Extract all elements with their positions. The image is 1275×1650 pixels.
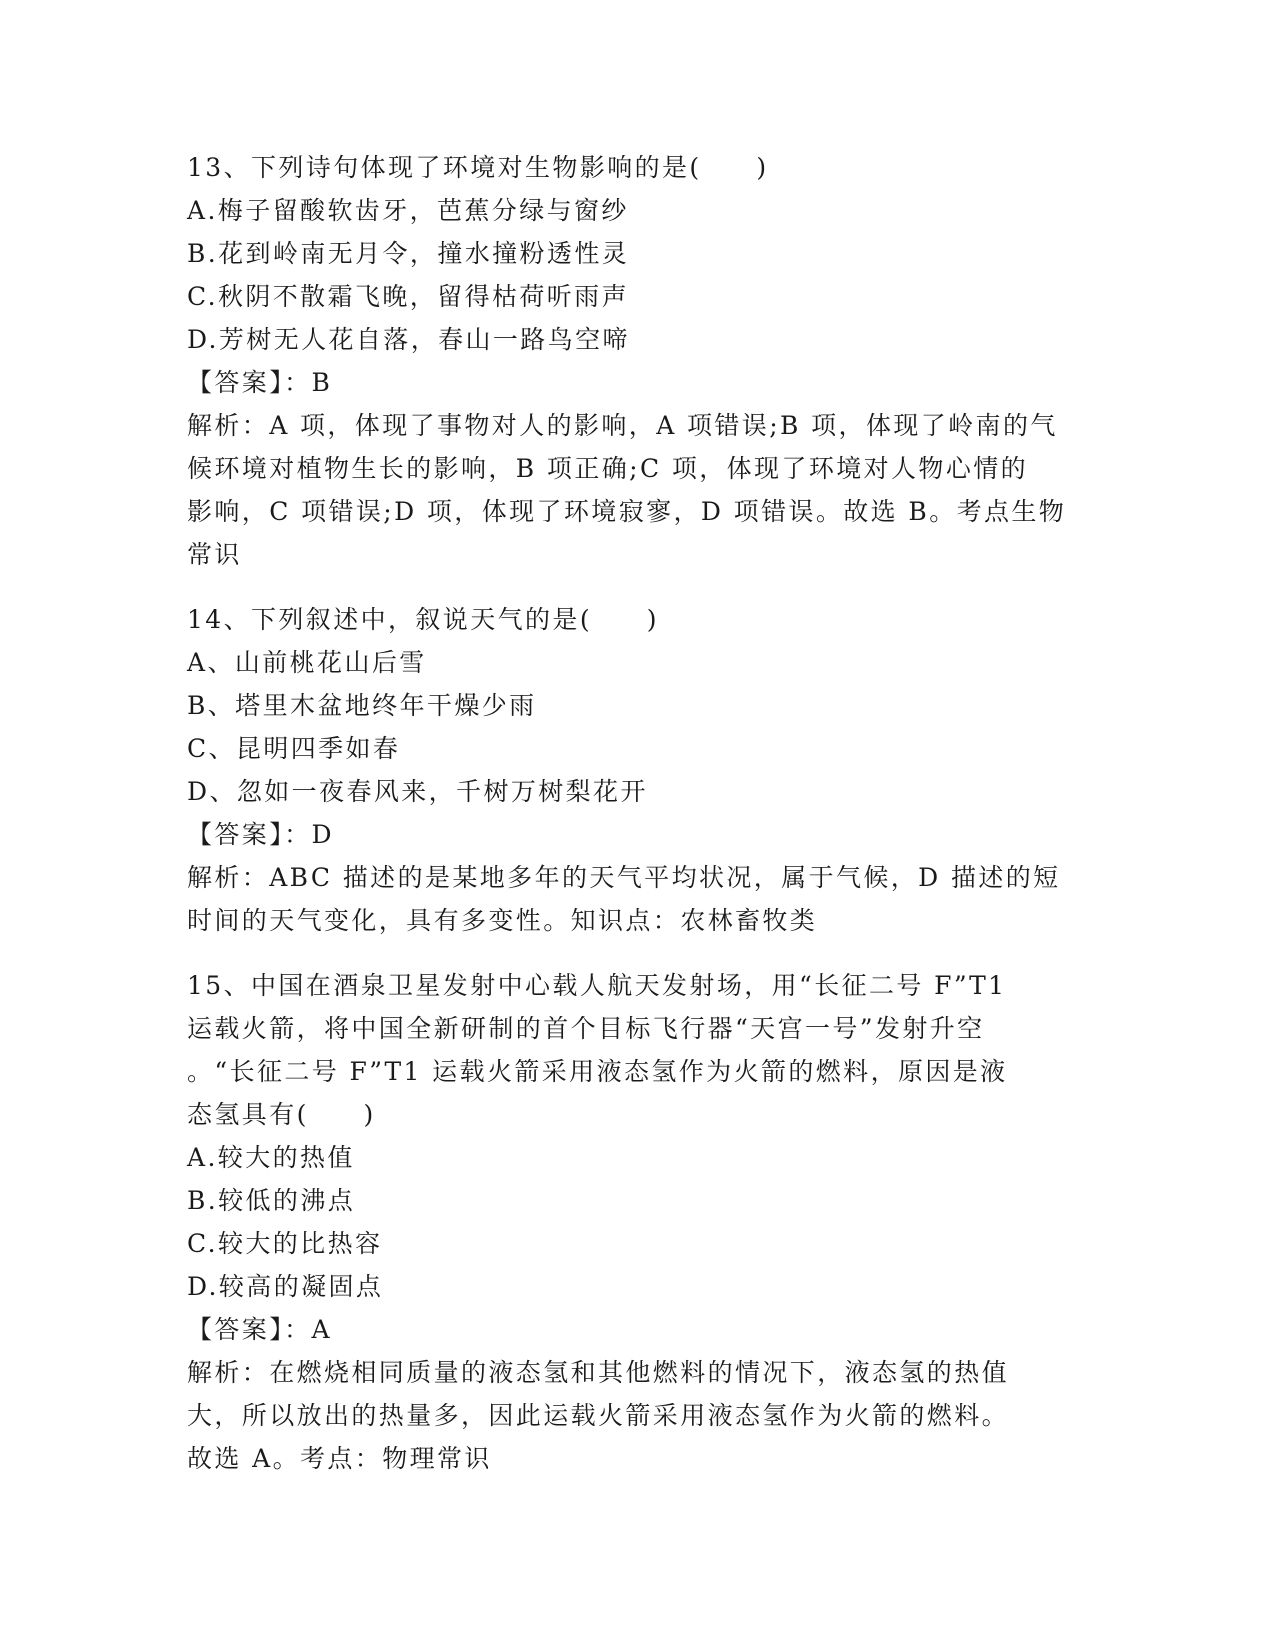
option-c: C、昆明四季如春	[187, 734, 401, 763]
question-stem: 态氢具有( )	[187, 1100, 376, 1129]
question-stem: 13、下列诗句体现了环境对生物影响的是( )	[187, 153, 769, 182]
question-13	[187, 146, 1087, 576]
question-stem: 。“长征二号 F”T1 运载火箭采用液态氢作为火箭的燃料，原因是液	[187, 1057, 1008, 1086]
option-d: D、忽如一夜春风来，千树万树梨花开	[187, 777, 648, 806]
analysis-line: 候环境对植物生长的影响，B 项正确;C 项，体现了环境对人物心情的	[187, 454, 1029, 483]
analysis-line: 影响，C 项错误;D 项，体现了环境寂寥，D 项错误。故选 B。考点生物	[187, 497, 1067, 526]
analysis-line: 解析：ABC 描述的是某地多年的天气平均状况，属于气候，D 描述的短	[187, 863, 1061, 892]
question-spacer	[187, 942, 1087, 964]
question-stem: 运载火箭，将中国全新研制的首个目标飞行器“天宫一号”发射升空	[187, 1014, 985, 1043]
analysis-line: 解析：A 项，体现了事物对人的影响，A 项错误;B 项，体现了岭南的气	[187, 411, 1058, 440]
answer: 【答案】：B	[187, 368, 333, 397]
answer: 【答案】：A	[187, 1315, 332, 1344]
question-15	[187, 964, 1087, 1480]
analysis-line: 大，所以放出的热量多，因此运载火箭采用液态氢作为火箭的燃料。	[187, 1401, 1010, 1430]
option-a: A.梅子留酸软齿牙，芭蕉分绿与窗纱	[187, 196, 629, 225]
option-b: B、塔里木盆地终年干燥少雨	[187, 691, 537, 720]
analysis-line: 故选 A。考点：物理常识	[187, 1444, 492, 1473]
option-b: B.花到岭南无月令，撞水撞粉透性灵	[187, 239, 630, 268]
option-a: A、山前桃花山后雪	[187, 648, 427, 677]
option-c: C.秋阴不散霜飞晚，留得枯荷听雨声	[187, 282, 629, 311]
document-page	[187, 146, 1087, 1480]
question-stem: 15、中国在酒泉卫星发射中心载人航天发射场，用“长征二号 F”T1	[187, 971, 1007, 1000]
question-stem: 14、下列叙述中，叙说天气的是( )	[187, 605, 659, 634]
option-b: B.较低的沸点	[187, 1186, 356, 1215]
analysis-line: 解析：在燃烧相同质量的液态氢和其他燃料的情况下，液态氢的热值	[187, 1358, 1010, 1387]
question-spacer	[187, 576, 1087, 598]
question-14	[187, 598, 1087, 942]
option-d: D.芳树无人花自落，春山一路鸟空啼	[187, 325, 630, 354]
answer: 【答案】：D	[187, 820, 334, 849]
analysis-line: 常识	[187, 540, 242, 569]
analysis-line: 时间的天气变化，具有多变性。知识点：农林畜牧类	[187, 906, 818, 935]
option-d: D.较高的凝固点	[187, 1272, 384, 1301]
option-a: A.较大的热值	[187, 1143, 355, 1172]
option-c: C.较大的比热容	[187, 1229, 383, 1258]
